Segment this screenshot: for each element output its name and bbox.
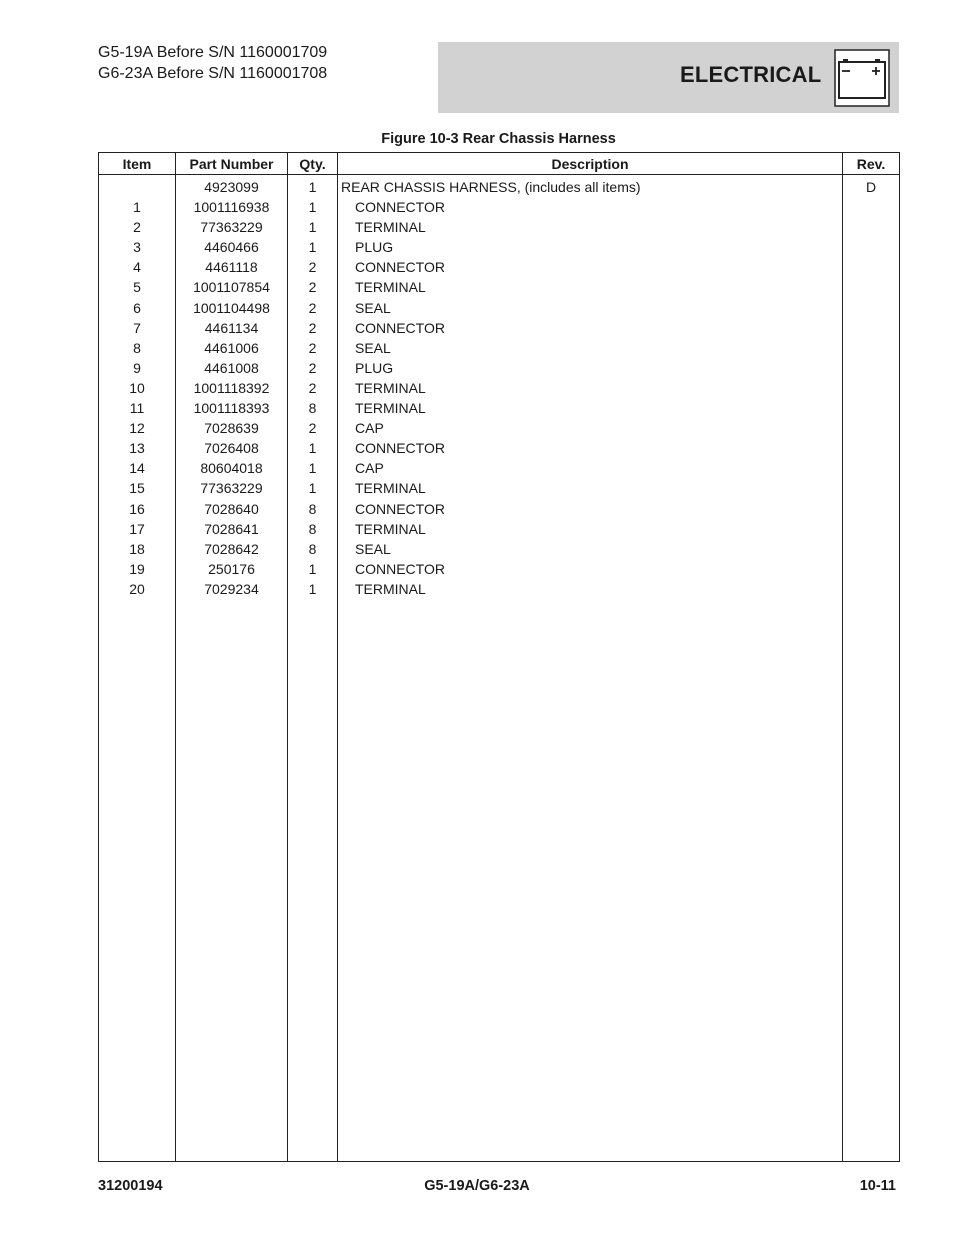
- item-cell: 3: [133, 239, 141, 256]
- part-number-cell: 1001107854: [193, 279, 270, 296]
- description-cell: TERMINAL: [355, 400, 426, 417]
- description-cell: CONNECTOR: [355, 319, 445, 336]
- qty-cell: 1: [308, 239, 317, 256]
- item-cell: 18: [129, 540, 145, 557]
- rev-cell: [843, 197, 899, 217]
- description-cell: PLUG: [355, 239, 394, 256]
- footer-model: G5-19A/G6-23A: [424, 1178, 530, 1194]
- rev-cell: D: [865, 179, 877, 195]
- qty-cell: 2: [308, 420, 317, 437]
- description-cell: TERMINAL: [355, 520, 426, 537]
- item-cell: 6: [133, 299, 141, 316]
- description-cell: PLUG: [355, 359, 394, 376]
- item-cell: 11: [129, 400, 145, 417]
- part-number-cell: 7029234: [204, 580, 259, 597]
- rev-cell: [843, 378, 899, 398]
- section-header-band: [438, 42, 899, 113]
- model-serial-lines: [98, 42, 327, 84]
- qty-cell: 1: [308, 580, 317, 597]
- model-line-1: G5-19A Before S/N 1160001709: [98, 44, 328, 61]
- rev-cell: [843, 418, 899, 438]
- rev-cell: [843, 358, 899, 378]
- figure-title: Figure 10-3 Rear Chassis Harness: [381, 131, 616, 147]
- description-cell: TERMINAL: [355, 379, 426, 396]
- part-number-cell: 1001116938: [193, 199, 270, 216]
- description-cell: SEAL: [355, 339, 391, 356]
- item-cell: 9: [133, 359, 141, 376]
- item-cell: 8: [133, 339, 141, 356]
- description-cell: CAP: [355, 460, 384, 477]
- item-cell: 2: [133, 219, 141, 236]
- rev-cell: [843, 298, 899, 318]
- section-title: ELECTRICAL: [680, 62, 822, 87]
- rev-cell: [843, 257, 899, 277]
- description-cell: REAR CHASSIS HARNESS, (includes all items): [341, 179, 641, 195]
- part-number-cell: 4460466: [204, 239, 259, 256]
- rev-cell: [843, 398, 899, 418]
- rev-cell: [843, 438, 899, 458]
- qty-cell: 1: [308, 219, 317, 236]
- item-cell: 15: [129, 480, 145, 497]
- rev-cell: [843, 499, 899, 519]
- description-cell: CONNECTOR: [355, 440, 445, 457]
- qty-cell: 2: [308, 319, 317, 336]
- qty-cell: 1: [308, 480, 317, 497]
- rev-cell: [843, 277, 899, 297]
- header-description: Description: [338, 153, 843, 175]
- qty-cell: 1: [308, 440, 317, 457]
- qty-cell: 2: [308, 279, 317, 296]
- part-number-cell: 4461118: [205, 259, 258, 276]
- description-cell: TERMINAL: [355, 219, 426, 236]
- rev-cell: [843, 519, 899, 539]
- item-cell: 4: [133, 259, 141, 276]
- description-cell: CAP: [355, 420, 384, 437]
- model-line-2: G6-23A Before S/N 1160001708: [98, 65, 328, 82]
- rev-cell: [843, 579, 899, 599]
- qty-cell: 1: [308, 460, 317, 477]
- item-cell: 12: [129, 420, 145, 437]
- item-cell: 19: [129, 560, 145, 577]
- part-number-cell: 7028641: [204, 520, 259, 537]
- part-number-cell: 7028642: [204, 540, 259, 557]
- rev-cell: [843, 237, 899, 257]
- qty-cell: 1: [308, 199, 317, 216]
- footer-page-number: 10-11: [859, 1178, 896, 1194]
- part-number-cell: 80604018: [200, 460, 263, 477]
- item-cell: 1: [133, 199, 141, 216]
- qty-cell: 8: [308, 540, 317, 557]
- part-number-cell: 4461134: [204, 319, 259, 336]
- description-cell: SEAL: [355, 540, 391, 557]
- part-number-cell: 7028639: [204, 420, 259, 437]
- part-number-cell: 1001118393: [193, 400, 270, 417]
- part-number-cell: 4461006: [204, 339, 259, 356]
- footer-doc-number: 31200194: [98, 1178, 163, 1194]
- qty-cell: 2: [308, 259, 317, 276]
- header-rev: Rev.: [843, 153, 900, 175]
- rev-cell: [843, 217, 899, 237]
- qty-cell: 1: [308, 560, 317, 577]
- item-cell: 20: [129, 580, 145, 597]
- description-cell: CONNECTOR: [355, 500, 445, 517]
- description-column: [338, 175, 843, 1162]
- part-number-cell: 4461008: [204, 359, 259, 376]
- description-cell: CONNECTOR: [355, 259, 445, 276]
- part-number-column: [176, 175, 288, 1162]
- parts-table: [98, 152, 900, 1162]
- part-number-cell: 1001104498: [193, 299, 270, 316]
- rev-cell: [843, 318, 899, 338]
- rev-cell: [843, 458, 899, 478]
- part-number-cell: 77363229: [200, 219, 263, 236]
- battery-icon: [834, 49, 890, 107]
- table-header-row: [99, 153, 900, 175]
- item-cell: 10: [129, 379, 145, 396]
- qty-cell: 8: [308, 500, 317, 517]
- table-body-row: [99, 175, 900, 1162]
- description-cell: CONNECTOR: [355, 560, 445, 577]
- description-cell: TERMINAL: [355, 480, 426, 497]
- qty-column: [288, 175, 338, 1162]
- item-cell: 14: [129, 460, 145, 477]
- description-cell: TERMINAL: [355, 279, 426, 296]
- header-part-number: Part Number: [176, 153, 288, 175]
- description-cell: CONNECTOR: [355, 199, 445, 216]
- item-cell: [99, 177, 175, 197]
- qty-cell: 1: [308, 179, 317, 195]
- item-cell: 13: [129, 440, 145, 457]
- qty-cell: 8: [308, 400, 317, 417]
- qty-cell: 2: [308, 359, 317, 376]
- rev-cell: [843, 478, 899, 498]
- part-number-cell: 7028640: [204, 500, 259, 517]
- rev-column: [843, 175, 900, 1162]
- item-cell: 17: [129, 520, 145, 537]
- description-cell: SEAL: [355, 299, 391, 316]
- qty-cell: 8: [308, 520, 317, 537]
- rev-cell: [843, 338, 899, 358]
- header-item: Item: [99, 153, 176, 175]
- part-number-cell: 7026408: [204, 440, 259, 457]
- part-number-cell: 1001118392: [193, 379, 270, 396]
- qty-cell: 2: [308, 339, 317, 356]
- item-cell: 16: [129, 500, 145, 517]
- header-qty: Qty.: [288, 153, 338, 175]
- description-cell: TERMINAL: [355, 580, 426, 597]
- qty-cell: 2: [308, 379, 317, 396]
- rev-cell: [843, 559, 899, 579]
- part-number-cell: 4923099: [204, 179, 259, 195]
- rev-cell: [843, 539, 899, 559]
- part-number-cell: 250176: [208, 560, 255, 577]
- item-column: [99, 175, 176, 1162]
- qty-cell: 2: [308, 299, 317, 316]
- item-cell: 5: [133, 279, 141, 296]
- part-number-cell: 77363229: [200, 480, 263, 497]
- item-cell: 7: [133, 319, 141, 336]
